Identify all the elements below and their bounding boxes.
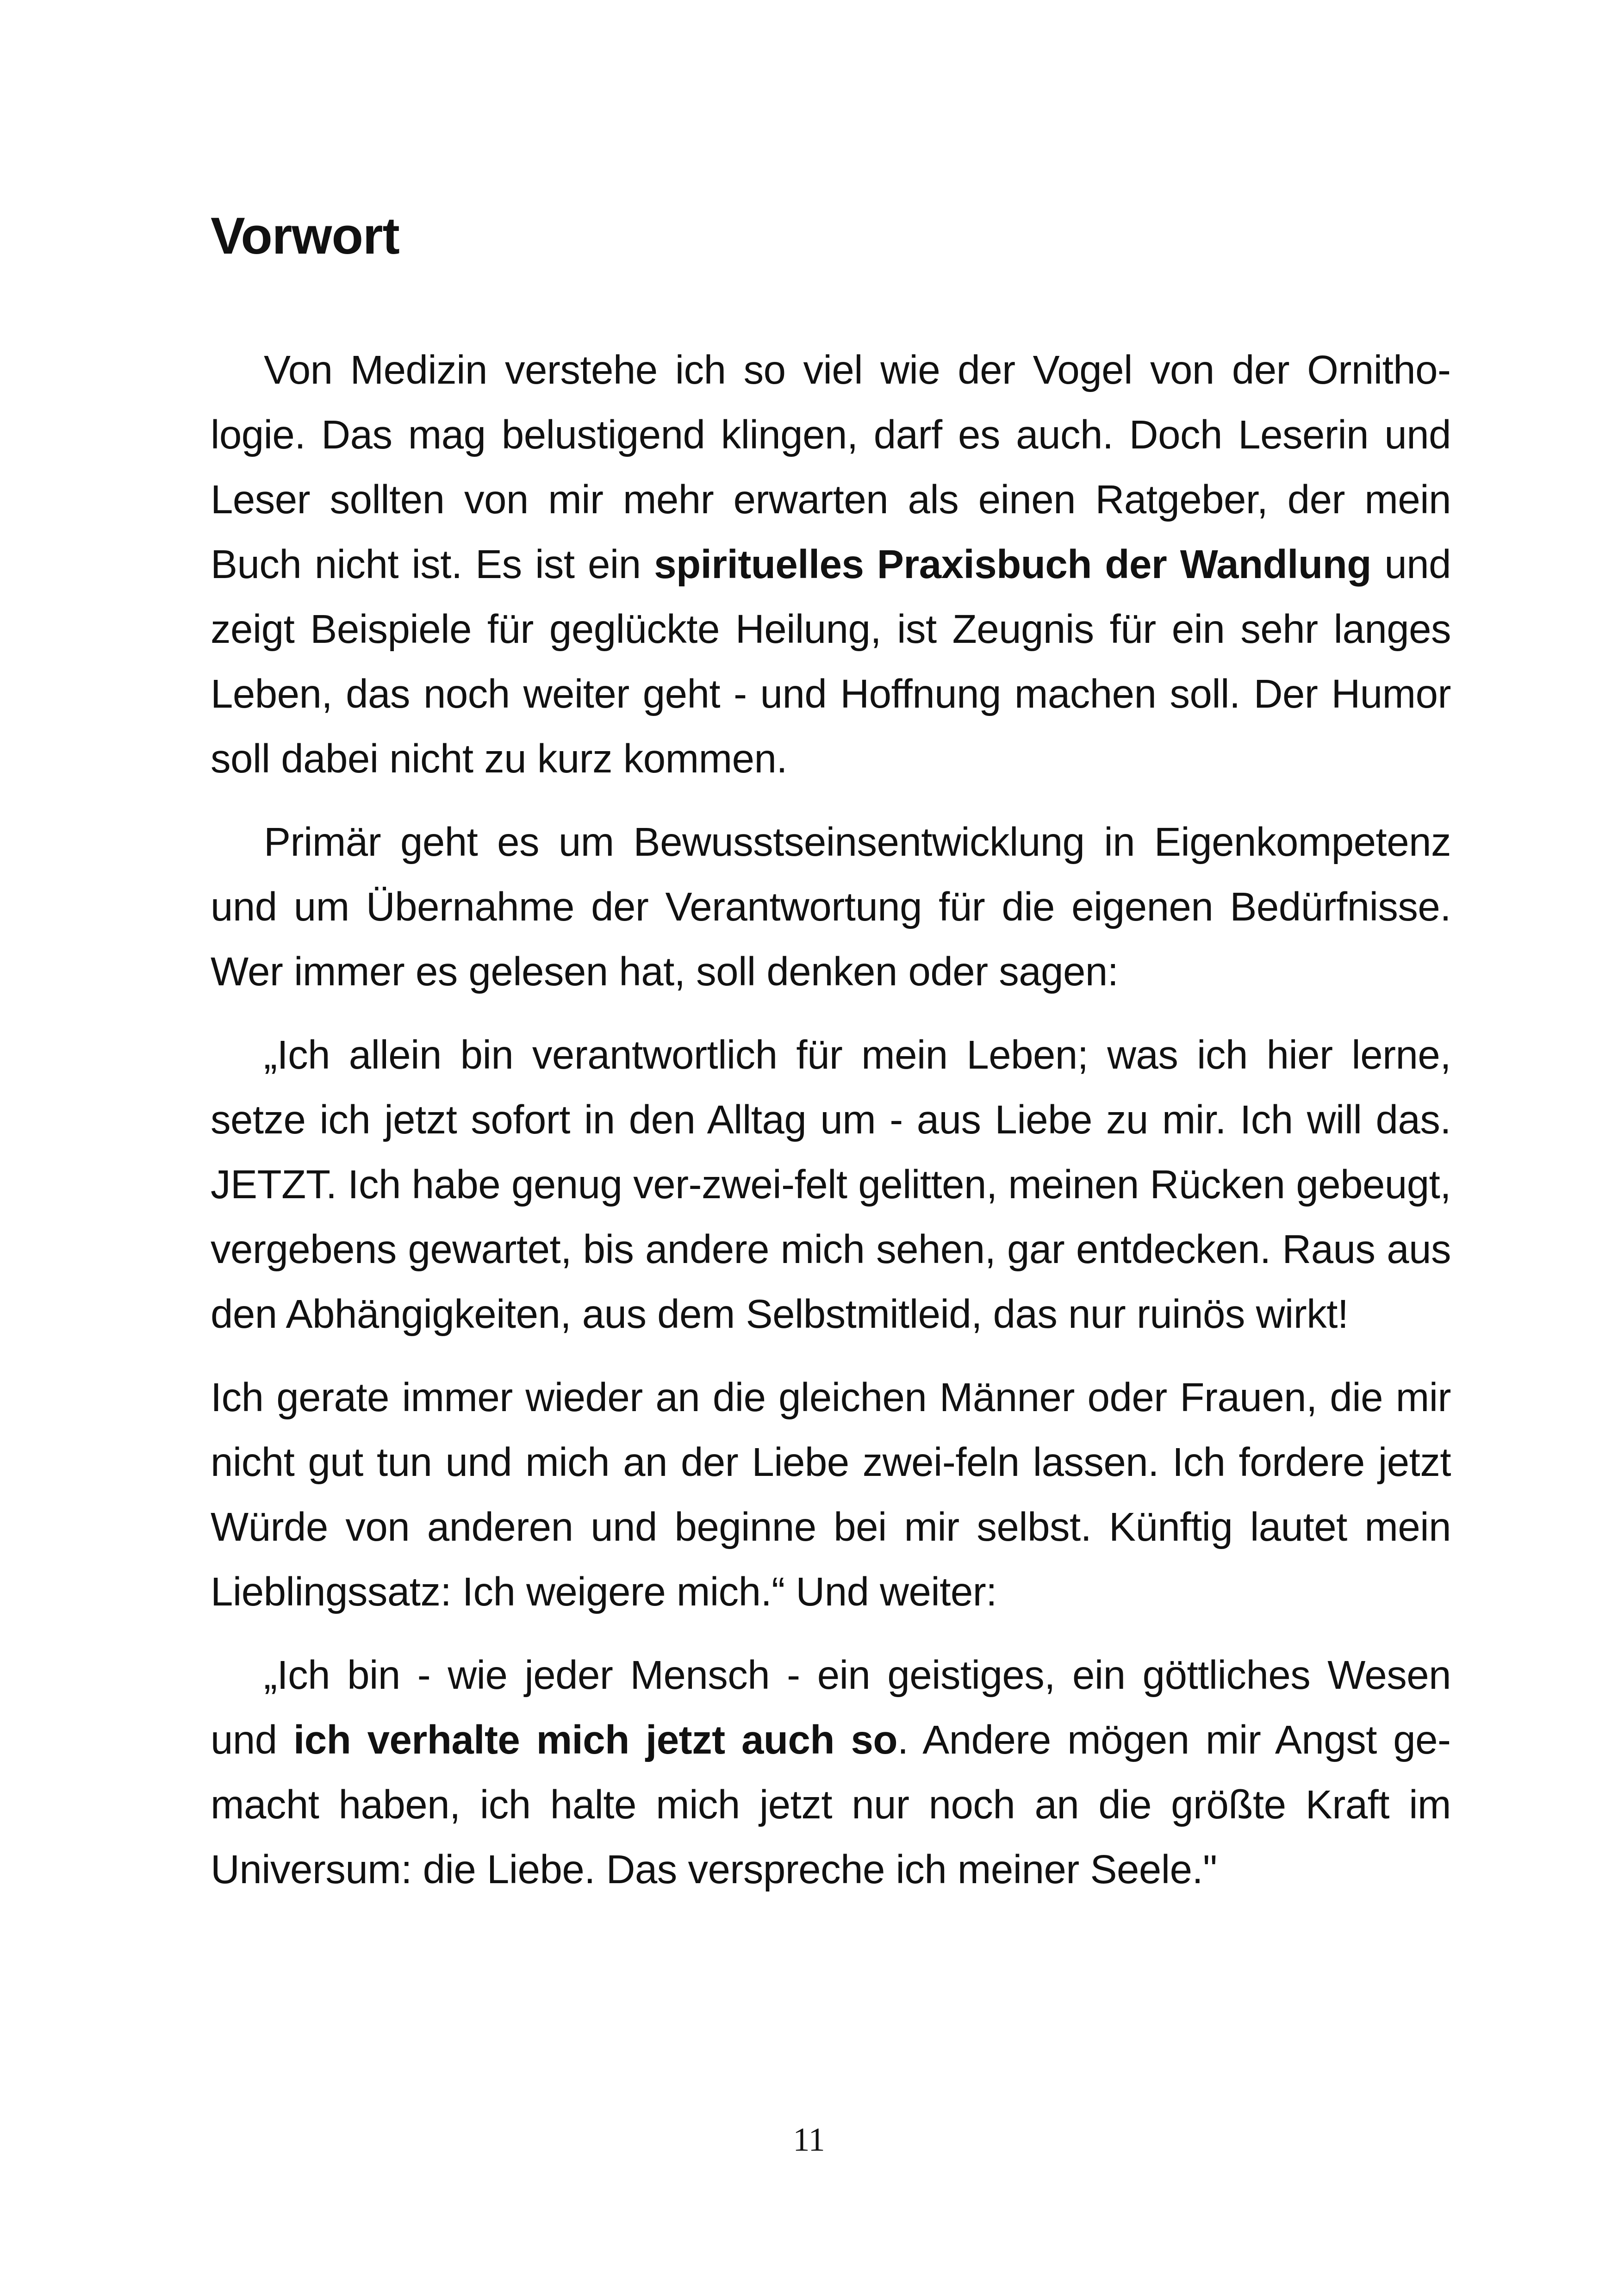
paragraph-1-bold-text: spirituelles Praxisbuch der Wandlung xyxy=(654,542,1371,587)
paragraph-1 xyxy=(211,338,1451,791)
paragraph-5-text-1: „Ich bin - wie jeder Mensch - ein geistiges, ein göttliches Wesen und xyxy=(211,1653,1451,1762)
paragraph-5-text-2: . Andere mögen mir Angst gemacht haben, ich halte mich jetzt nur noch an die größte Kraft im Universum: die Liebe. Das verspreche ich meiner Seele." xyxy=(211,1717,1451,1892)
paragraph-4-text: Ich gerate immer wieder an die gleichen Männer oder Frauen, die mir nicht gut tun und mich an der Liebe zwei-feln lassen. Ich fordere jetzt Würde von anderen und beginne bei mir selbst. Künftig lautet mein Lieblingssatz: Ich weigere mich.“ Und weiter: xyxy=(211,1375,1451,1614)
paragraph-1-text-2: und zeigt Beispiele für geglückte Heilung, ist Zeugnis für ein sehr langes Leben, das noch weiter geht - und Hoffnung machen soll. Der Humor soll dabei nicht zu kurz kommen. xyxy=(211,542,1451,781)
paragraph-5-quote xyxy=(211,1643,1451,1902)
paragraph-5-bold-text: ich verhalte mich jetzt auch so xyxy=(293,1717,897,1762)
chapter-title: Vorwort xyxy=(211,207,399,265)
paragraph-4 xyxy=(211,1365,1451,1624)
page-body xyxy=(211,204,1451,1921)
paragraph-3-text: „Ich allein bin verantwortlich für mein Leben; was ich hier lerne, setze ich jetzt sofort in den Alltag um - aus Liebe zu mir. Ich will das. JETZT. Ich habe genug ver-zwei-felt gelitten, meinen Rücken gebeugt, vergebens gewartet, bis andere mich sehen, gar entdecken. Raus aus den Abhängigkeiten, aus dem Selbstmitleid, das nur ruinös wirkt! xyxy=(211,1033,1451,1337)
page-number: 11 xyxy=(793,2121,825,2158)
paragraph-2-text: Primär geht es um Bewusstseinsentwicklung in Eigenkompetenz und um Übernahme der Verantwortung für die eigenen Bedürfnisse. Wer immer es gelesen hat, soll denken oder sagen: xyxy=(211,820,1451,994)
paragraph-2 xyxy=(211,810,1451,1004)
paragraph-1-text-1: Von Medizin verstehe ich so viel wie der Vogel von der Ornithologie. Das mag belustigend klingen, darf es auch. Doch Leserin und Leser sollten von mir mehr erwarten als einen Ratgeber, der mein Buch nicht ist. Es ist ein xyxy=(211,348,1451,587)
paragraph-3-quote xyxy=(211,1023,1451,1347)
